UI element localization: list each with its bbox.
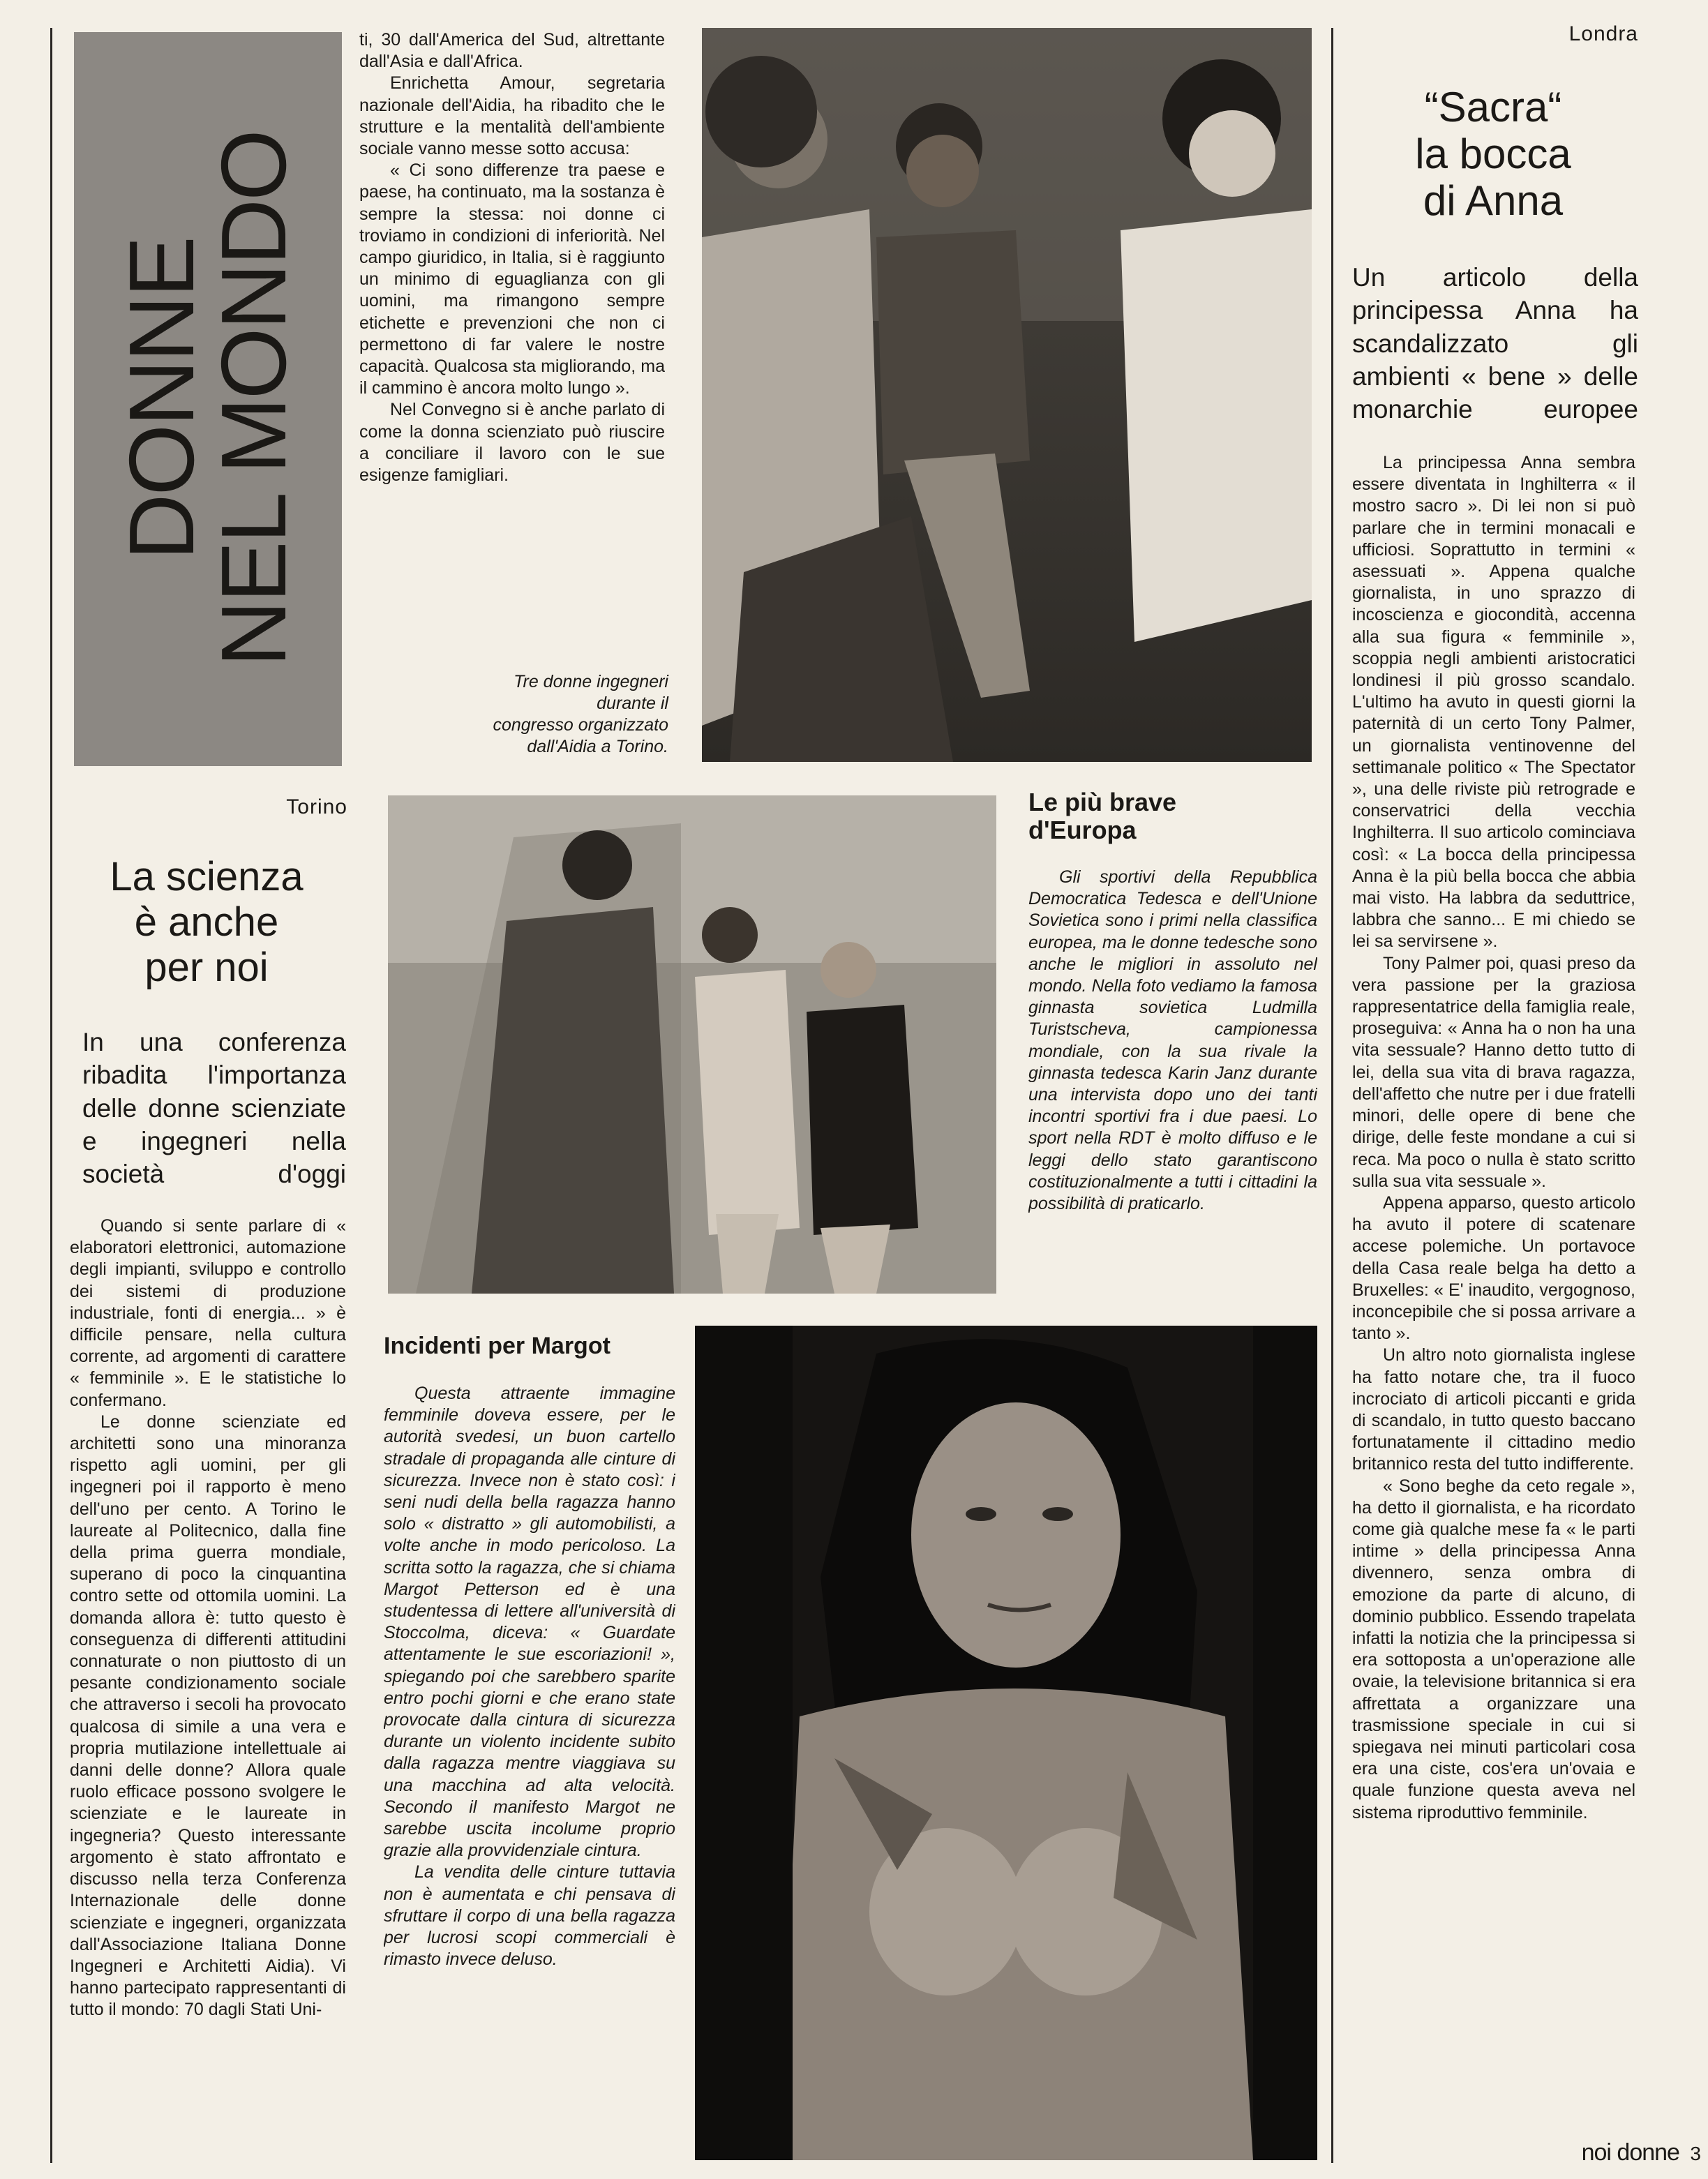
londra-place: Londra xyxy=(1568,22,1638,45)
londra-paragraph: Un altro noto giornalista inglese ha fatto notare che, tra il fuoco incrociato di articoli piccanti e grida di scandalo, in tutto questo baccano fortunatamente il cittadino medio britannico resta del tutto indifferente. xyxy=(1352,1345,1635,1474)
europa-body xyxy=(1028,867,1317,1299)
engineers-photo xyxy=(702,28,1312,762)
londra-title-line2: la bocca xyxy=(1415,130,1571,178)
torino-title xyxy=(70,855,343,991)
torino-col2-paragraph: ti, 30 dall'America del Sud, altrettante dall'Asia e dall'Africa. xyxy=(359,30,665,72)
section-banner-text xyxy=(110,50,305,748)
caption-line: dall'Aidia a Torino. xyxy=(527,737,668,756)
margot-photo xyxy=(695,1326,1317,2160)
londra-title xyxy=(1347,84,1640,225)
londra-paragraph: « Sono beghe da ceto regale », ha detto il giornalista, e ha ricordato come già qualche mese fa « le parti intime » della principessa Anna divennero, senza ombra di emozione da parte di alcuno, di dominio pubblico. Essendo trapelata infatti la notizia che la principessa si era sottoposta a un'operazione alle ovaie, la televisione britannica si era affrettata a organizzare una trasmissione speciale in cui si spiegava nei minuti particolari cosa era una ciste, cos'era un'ovaia e quale funzione questa aveva nel sistema riproduttivo femminile. xyxy=(1352,1476,1635,1822)
londra-subtitle: Un articolo della principessa Anna ha scandalizzato gli ambienti « bene » delle monarchie europee xyxy=(1352,263,1638,424)
torino-photo-caption xyxy=(419,671,668,758)
caption-line: durante il xyxy=(597,694,668,713)
torino-title-line1: La scienza xyxy=(110,854,304,899)
caption-line: congresso organizzato xyxy=(493,715,668,735)
europa-paragraph: Gli sportivi della Repubblica Democratica Tedesca e dell'Unione Sovietica sono i primi nella classifica europea, ma le donne tedesche sono anche le migliori in assoluto nel mondo. Nella foto vediamo la famosa ginnasta sovietica Ludmilla Turistscheva, campionessa mondiale, con la sua rivale la ginnasta tedesca Karin Janz durante una intervista dopo uno dei tanti incontri sportivi fra i due paesi. Lo sport nella RDT è molto diffuso e le leggi dello stato garantiscono costituzionalmente a tutti i cittadini la possibilità di praticarlo. xyxy=(1028,867,1317,1214)
caption-line: Tre donne ingegneri xyxy=(514,672,668,691)
londra-title-line3: di Anna xyxy=(1423,177,1564,225)
torino-body-col2 xyxy=(359,29,665,642)
europa-title-line2: d'Europa xyxy=(1028,816,1137,844)
torino-title-line2: è anche xyxy=(134,899,279,945)
londra-body xyxy=(1352,452,1635,2155)
section-banner-line2: NEL MONDO xyxy=(202,131,305,667)
margot-paragraph: Questa attraente immagine femminile doveva essere, per le autorità svedesi, un buon cartello stradale di propaganda alle cinture di sicurezza. Invece non è stato così: i seni nudi della bella ragazza hanno solo « distratto » gli automobilisti, a volte anche in modo pericoloso. La scritta sotto la ragazza, che si chiama Margot Petterson ed è una studentessa di lettere all'università di Stoccolma, diceva: « Guardate attentamente le sue escoriazioni! », spiegando poi che sarebbero sparite entro pochi giorni e che erano state provocate dalla cintura di sicurezza durante un violento incidente subito dalla ragazza mentre viaggiava su una macchina ad alta velocità. Secondo il manifesto Margot ne sarebbe uscita incolume proprio grazie alla provvidenziale cintura. xyxy=(384,1384,675,1861)
gymnasts-photo xyxy=(388,795,996,1294)
torino-title-line3: per noi xyxy=(144,944,269,990)
torino-subtitle: In una conferenza ribadita l'importanza delle donne scienziate e ingegneri nella società d'oggi xyxy=(82,1028,346,1189)
torino-place: Torino xyxy=(286,795,347,818)
torino-col2-paragraph: Nel Convegno si è anche parlato di come la donna scienziato può riuscire a conciliare il lavoro con le sue esigenze famigliari. xyxy=(359,400,665,486)
londra-paragraph: Tony Palmer poi, quasi preso da vera passione per la graziosa rappresentatrice della famiglia reale, proseguiva: « Anna ha o non ha una vita sessuale? Hanno detto tutto di lei, della sua vita di brava ragazza, dell'affetto che nutre per i due fratelli minori, delle opere di bene che dirige, delle feste mondane a cui si reca. Ma poco o nulla è stato scritto sulla sua vita sessuale ». xyxy=(1352,953,1635,1191)
margot-body xyxy=(384,1383,675,2157)
torino-col2-paragraph: Enrichetta Amour, segretaria nazionale dell'Aidia, ha ribadito che le strutture e la mentalità dell'ambiente sociale vanno messe sotto accusa: xyxy=(359,73,665,159)
europa-title xyxy=(1028,788,1308,844)
footer-brand: noi donne xyxy=(1581,2139,1679,2166)
margot-title: Incidenti per Margot xyxy=(384,1333,610,1359)
footer-page-number: 3 xyxy=(1690,2143,1701,2164)
londra-title-line1: “Sacra“ xyxy=(1424,84,1562,130)
torino-col2-paragraph: « Ci sono differenze tra paese e paese, ha continuato, ma la sostanza è sempre la stessa: noi donne ci troviamo in condizioni di inferiorità. Nel campo giuridico, in Italia, si è raggiunto un minimo di eguaglianza con gli uomini, ma rimangono sempre etichette e prevenzioni che non ci permettono di far valere le nostre capacità. Qualcosa sta migliorando, ma il cammino è ancora molto lungo ». xyxy=(359,160,665,398)
torino-body-col1 xyxy=(70,1215,346,2159)
londra-paragraph: Appena apparso, questo articolo ha avuto il potere di scatenare accese polemiche. Un portavoce della Casa reale belga ha detto a Bruxelles: « E' inaudito, vergognoso, inconcepibile che si possa arrivare a tanto ». xyxy=(1352,1192,1635,1344)
torino-col1-paragraph: Le donne scienziate ed architetti sono una minoranza rispetto agli uomini, per gli ingegneri poi il rapporto è meno dell'uno per cento. A Torino le laureate al Politecnico, dalla fine della prima guerra mondiale, superano di poco la cinquantina contro sette od ottomila uomini. La domanda allora è: tutto questo è conseguenza di differenti attitudini connaturate o non piuttosto di un pesante condizionamento sociale che attraverso i secoli ha provocato qualcosa di simile a una vera e propria mutilazione intellettuale ai danni delle donne? Allora quale ruolo efficace possono svolgere le scienziate e le laureate in ingegneria? Questo interessante argomento è stato affrontato e discusso nella terza Conferenza Internazionale delle donne scienziate e ingegneri, organizzata dall'Associazione Italiana Donne Ingegneri e Architetti Aidia). Vi hanno partecipato rappresentanti di tutto il mondo: 70 dagli Stati Uni- xyxy=(70,1412,346,2020)
column-rule-left xyxy=(50,28,52,2163)
column-rule-right xyxy=(1331,28,1333,2163)
torino-col1-paragraph: Quando si sente parlare di « elaboratori elettronici, automazione degli impianti, sviluppo e controllo dei sistemi di produzione industriale, fonti di energia... » è difficile pensare, nella cultura corrente, ad argomenti di carattere « femminile ». E le statistiche lo confermano. xyxy=(70,1216,346,1410)
londra-paragraph: La principessa Anna sembra essere diventata in Inghilterra « il mostro sacro ». Di lei non si può parlare che in termini monacali e ufficiosi. Soprattutto in termini « asessuati ». Appena qualche giornalista, in uno sprazzo di incoscienza e giocondità, accenna alla sua figura « femminile », scoppia negli ambienti aristocratici londinesi il più grosso scandalo. L'ultimo ha avuto in questi giorni la paternità di un certo Tony Palmer, un giornalista ventinovenne del settimanale politico « The Spectator », una delle riviste più retrograde e conservatrici della vecchia Inghilterra. Il suo articolo cominciava così: « La bocca della principessa Anna è la più bella bocca che abbia mai visto. Ha labbra da seduttrice, labbra che sanno... E mi chiedo se lei sa servirsene ». xyxy=(1352,453,1635,952)
margot-paragraph: La vendita delle cinture tuttavia non è aumentata e chi pensava di sfruttare il corpo di una bella ragazza per lucrosi scopi commerciali è rimasto invece deluso. xyxy=(384,1862,675,1970)
section-banner-line1: DONNE xyxy=(110,238,213,560)
europa-title-line1: Le più brave xyxy=(1028,788,1177,816)
page-footer xyxy=(1514,2139,1701,2166)
section-banner xyxy=(74,32,342,766)
